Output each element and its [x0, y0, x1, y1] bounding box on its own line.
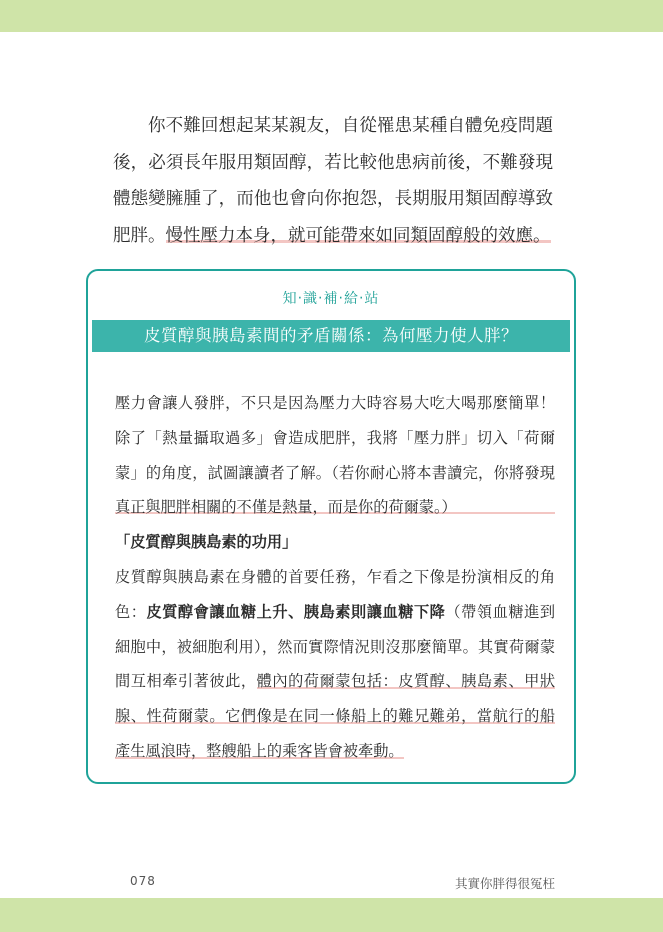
para2-part-a: 皮質醇與胰島素在身體的首要任務，乍看之下像是扮演相反的角色：: [115, 567, 555, 621]
para2-highlight-2: 它們像是在同一條船上的難兄難弟，: [225, 707, 477, 726]
para2-bold: 皮質醇會讓血糖上升、胰島素則讓血糖下降: [146, 602, 446, 621]
sidebar-heading: 「皮質醇與胰島素的功用」: [115, 533, 298, 552]
para2-highlight-1: 體內的荷爾蒙包括：皮質醇、胰島素、甲狀腺、性荷爾蒙。: [115, 672, 556, 726]
intro-text: 你不難回想起某某親友，自從罹患某種自體免疫問題後，必須長年服用類固醇，若比較他患病前後，不難發現體態變臃腫了，而他也會向你抱怨，長期服用類固醇導致肥胖。: [113, 116, 553, 246]
para2-highlight-3: 當航行的船產生風浪時，整艘船上的乘客皆會被牽動。: [115, 707, 556, 760]
sidebar-title: 皮質醇與胰島素間的矛盾關係：為何壓力使人胖？: [92, 320, 570, 352]
intro-paragraph: [113, 108, 553, 254]
page-number: 078: [130, 874, 156, 888]
book-title: 其實你胖得很冤枉: [454, 876, 555, 891]
para2-part-c: （帶領血糖進到細胞中，被細胞利用），然而實際情況則沒那麼簡單。: [115, 602, 556, 656]
para2-part-d: 其實荷爾蒙間互相牽引著彼此，: [115, 637, 556, 691]
knowledge-sidebar-box: [86, 269, 576, 784]
sidebar-body: [115, 386, 555, 769]
sidebar-label: 知‧識‧補‧給‧站: [282, 291, 380, 307]
sidebar-paragraph-1: 壓力會讓人發胖，不只是因為壓力大時容易大吃大喝那麼簡單！除了「熱量攝取過多」會造成肥胖，我將「壓力胖」切入「荷爾蒙」的角度，試圖讓讀者了解。（若你耐心將本書讀完，你將發現真正與肥胖相關的不僅是熱量，而是你的荷爾蒙。）: [115, 386, 555, 525]
intro-highlight: 慢性壓力本身，就可能帶來如同類固醇般的效應。: [165, 225, 551, 246]
bottom-color-band: [0, 898, 663, 932]
top-color-band: [0, 0, 663, 32]
sidebar-paragraph-2: [115, 560, 555, 769]
